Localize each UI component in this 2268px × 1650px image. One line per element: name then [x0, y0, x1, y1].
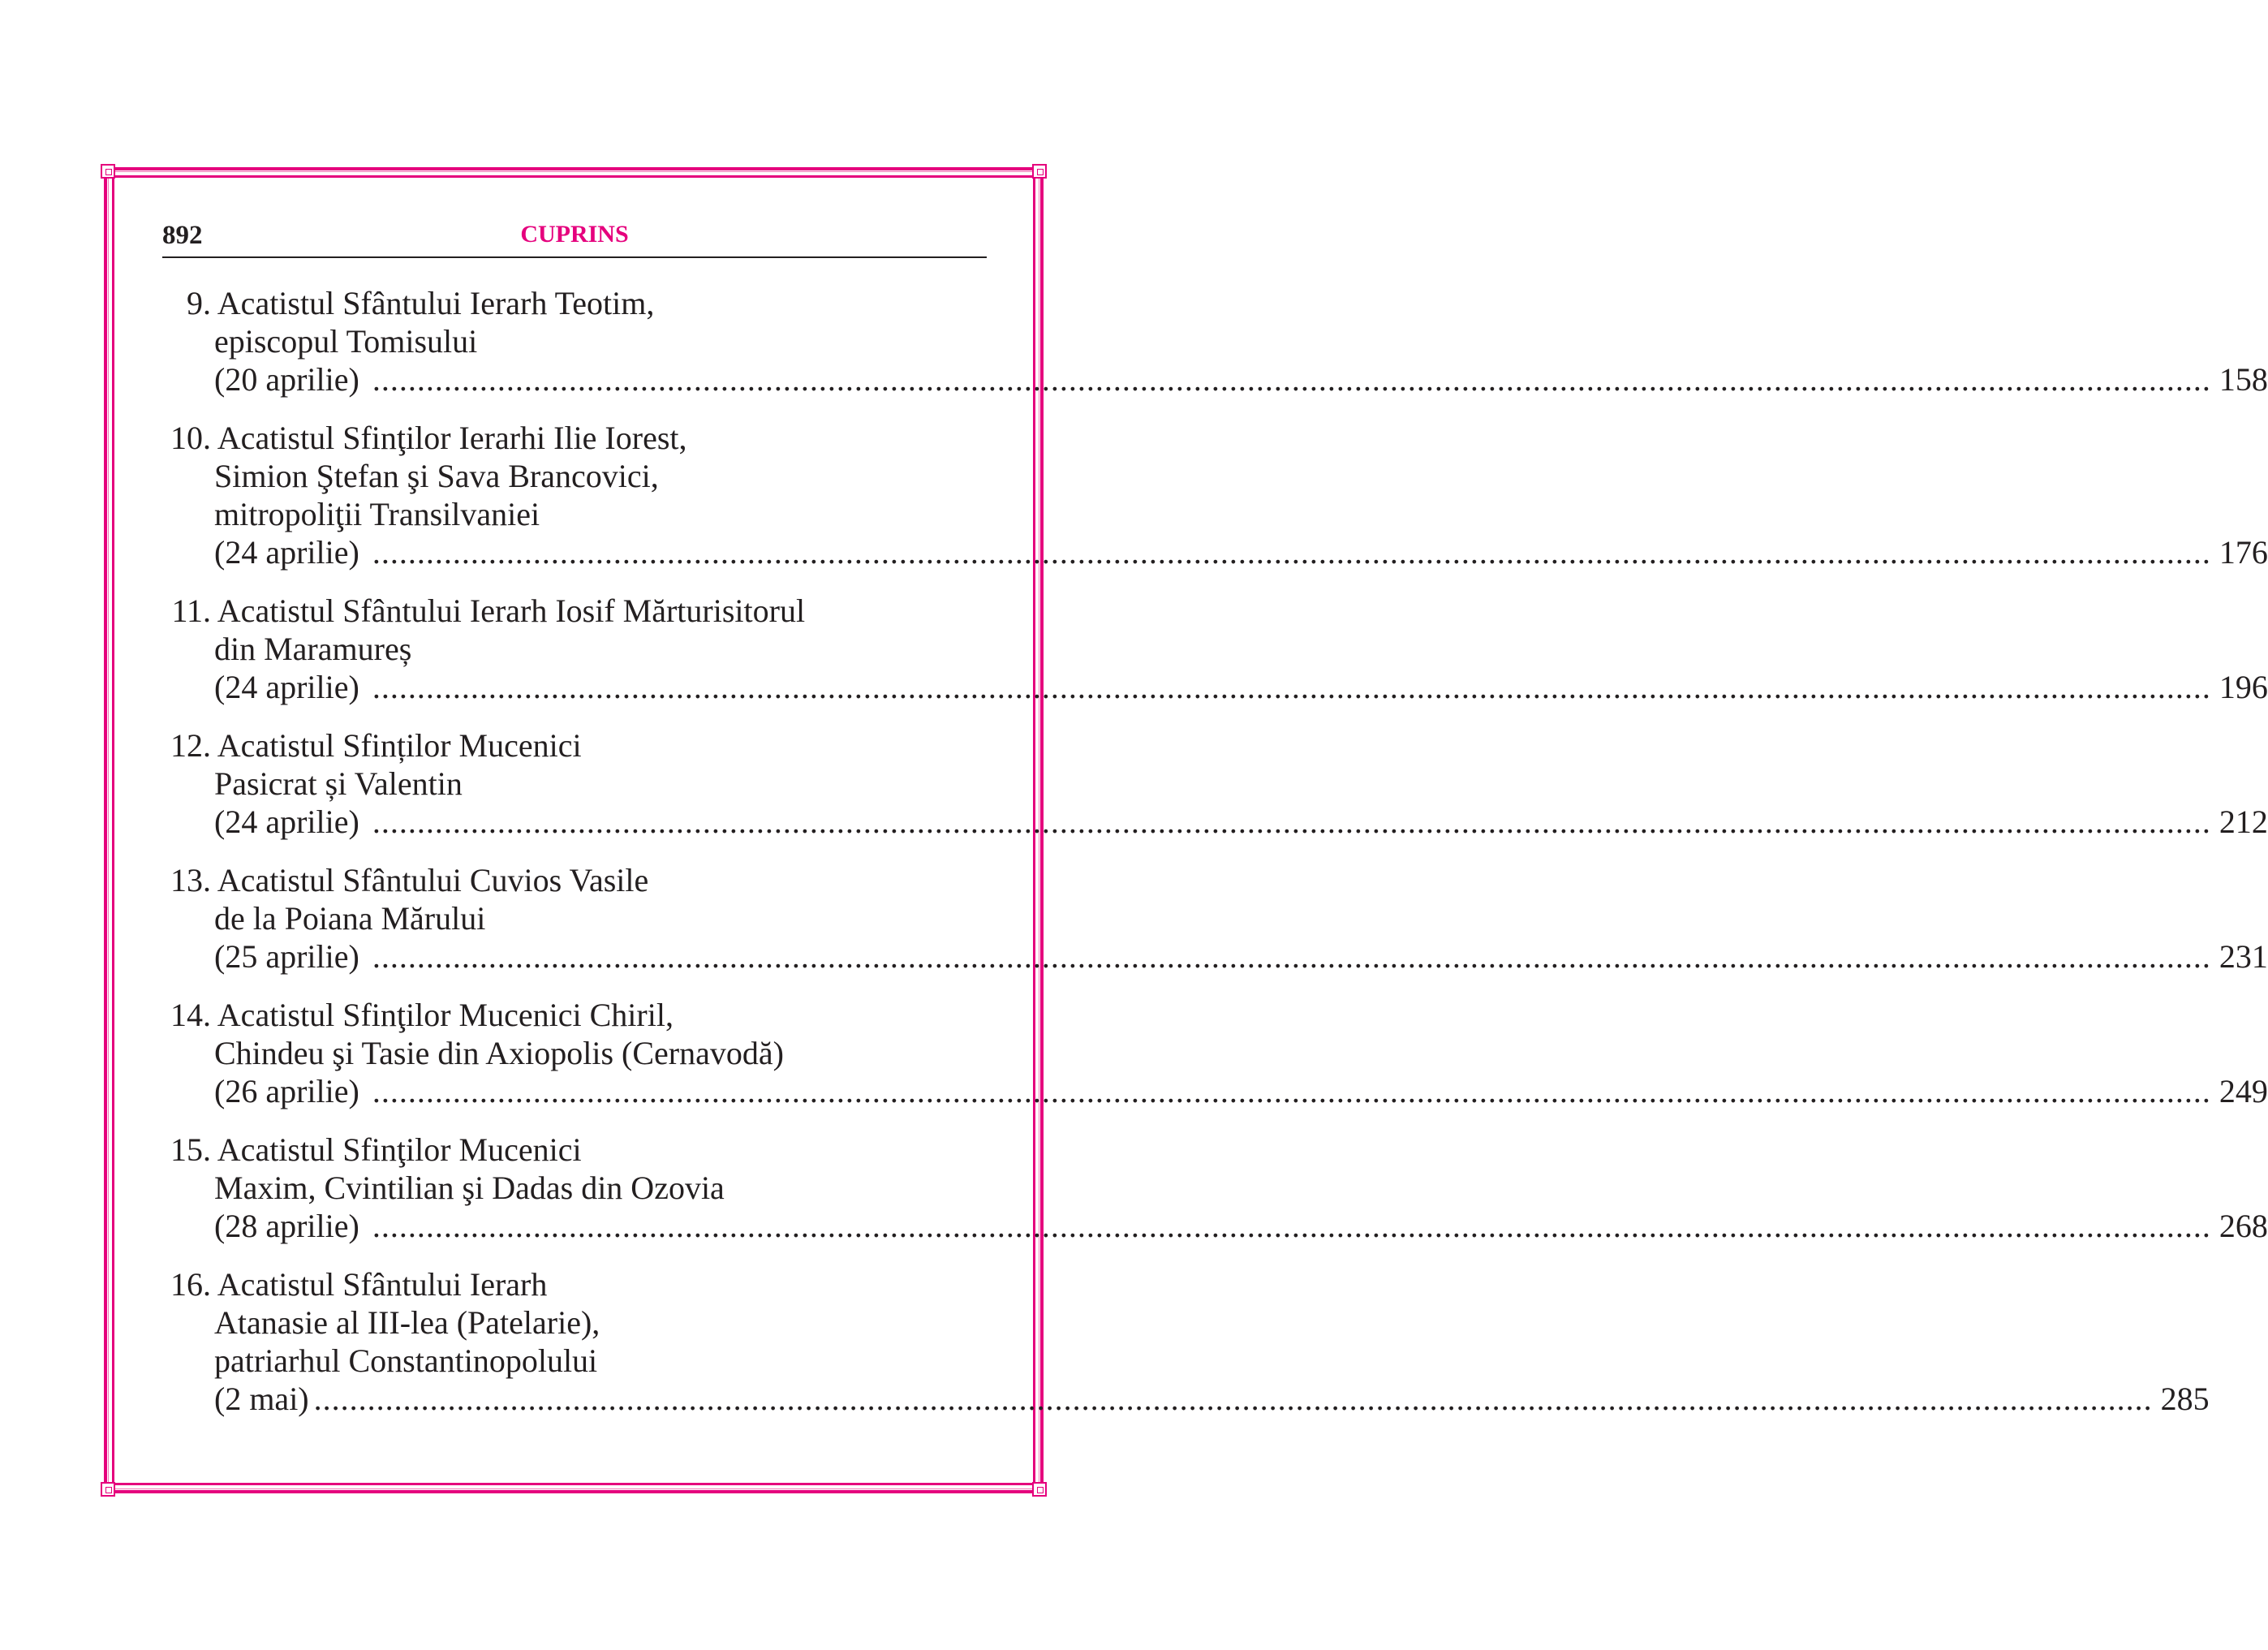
entry-title: Acatistul Sfântului Ierarh Teotim,	[217, 285, 655, 321]
entry-number: 12.	[170, 727, 211, 764]
entry-number: 10.	[170, 420, 211, 456]
entry-page-number[interactable]: 158	[2219, 361, 2268, 398]
entry-page-number[interactable]: 196	[2219, 669, 2268, 705]
border-corner-ornament	[101, 164, 115, 179]
entry-page-number[interactable]: 212	[2219, 803, 2268, 840]
entry-date: (24 aprilie)	[214, 669, 359, 705]
entry-title-continuation: Simion Ştefan şi Sava Brancovici,	[214, 458, 659, 494]
entry-title: Acatistul Sfinților Mucenici	[217, 727, 582, 764]
dot-leader: ..............................................................................................................................................................................................................	[372, 361, 2211, 398]
entry-number: 15.	[170, 1131, 211, 1168]
dot-leader: ..............................................................................................................................................................................................................	[372, 803, 2211, 840]
running-header	[162, 218, 987, 258]
entry-title: Acatistul Sfântului Ierarh Iosif Mărturisitorul	[217, 592, 806, 629]
toc-entry[interactable]	[162, 861, 2268, 976]
border-corner-ornament	[101, 1482, 115, 1497]
entry-page-number[interactable]: 231	[2219, 938, 2268, 975]
dot-leader: ..............................................................................................................................................................................................................	[372, 1208, 2211, 1244]
entry-date: (26 aprilie)	[214, 1073, 359, 1109]
entry-title: Acatistul Sfântului Cuvios Vasile	[217, 862, 649, 898]
border-corner-ornament	[1032, 1482, 1047, 1497]
entry-page-number[interactable]: 176	[2219, 534, 2268, 571]
dot-leader: ..............................................................................................................................................................................................................	[313, 1381, 2153, 1417]
dot-leader: ..............................................................................................................................................................................................................	[372, 669, 2211, 705]
entry-date: (25 aprilie)	[214, 938, 359, 975]
entry-page-number[interactable]: 268	[2219, 1208, 2268, 1244]
toc-entry[interactable]	[162, 726, 2268, 841]
border-corner-ornament	[1032, 164, 1047, 179]
entry-date: (24 aprilie)	[214, 534, 359, 571]
dot-leader: ..............................................................................................................................................................................................................	[372, 534, 2211, 571]
entry-title-continuation: Atanasie al III-lea (Patelarie),	[214, 1304, 600, 1341]
toc-entry[interactable]	[162, 996, 2268, 1110]
entry-title-continuation: din Maramureș	[214, 631, 412, 667]
table-of-contents	[162, 284, 2268, 1438]
entry-number: 9.	[187, 285, 211, 321]
running-title: CUPRINS	[520, 221, 629, 248]
entry-title-continuation: patriarhul Constantinopolului	[214, 1342, 598, 1379]
entry-date: (2 mai)	[214, 1381, 309, 1417]
toc-entry[interactable]	[162, 284, 2268, 398]
entry-title: Acatistul Sfântului Ierarh	[217, 1266, 548, 1303]
entry-title-continuation: episcopul Tomisului	[214, 323, 478, 360]
entry-date: (20 aprilie)	[214, 361, 359, 398]
entry-number: 11.	[171, 592, 211, 629]
entry-title-continuation: mitropoliţii Transilvaniei	[214, 496, 540, 532]
toc-entry[interactable]	[162, 1265, 2210, 1418]
dot-leader: ..............................................................................................................................................................................................................	[372, 938, 2211, 975]
toc-entry[interactable]	[162, 592, 2268, 706]
entry-date: (24 aprilie)	[214, 803, 359, 840]
entry-number: 16.	[170, 1266, 211, 1303]
entry-number: 14.	[170, 997, 211, 1033]
entry-date: (28 aprilie)	[214, 1208, 359, 1244]
entry-title: Acatistul Sfinţilor Mucenici Chiril,	[217, 997, 674, 1033]
entry-title: Acatistul Sfinţilor Mucenici	[217, 1131, 582, 1168]
entry-number: 13.	[170, 862, 211, 898]
toc-entry[interactable]	[162, 1131, 2268, 1245]
entry-title-continuation: de la Poiana Mărului	[214, 900, 486, 937]
entry-page-number[interactable]: 285	[2160, 1381, 2210, 1417]
entry-title-continuation: Chindeu şi Tasie din Axiopolis (Cernavodă)	[214, 1035, 784, 1071]
dot-leader: ..............................................................................................................................................................................................................	[372, 1073, 2211, 1109]
entry-title-continuation: Maxim, Cvintilian şi Dadas din Ozovia	[214, 1170, 725, 1206]
entry-page-number[interactable]: 249	[2219, 1073, 2268, 1109]
toc-entry[interactable]	[162, 419, 2268, 571]
entry-title: Acatistul Sfinţilor Ierarhi Ilie Iorest,	[217, 420, 687, 456]
entry-title-continuation: Pasicrat și Valentin	[214, 765, 463, 802]
page-number: 892	[162, 221, 203, 250]
